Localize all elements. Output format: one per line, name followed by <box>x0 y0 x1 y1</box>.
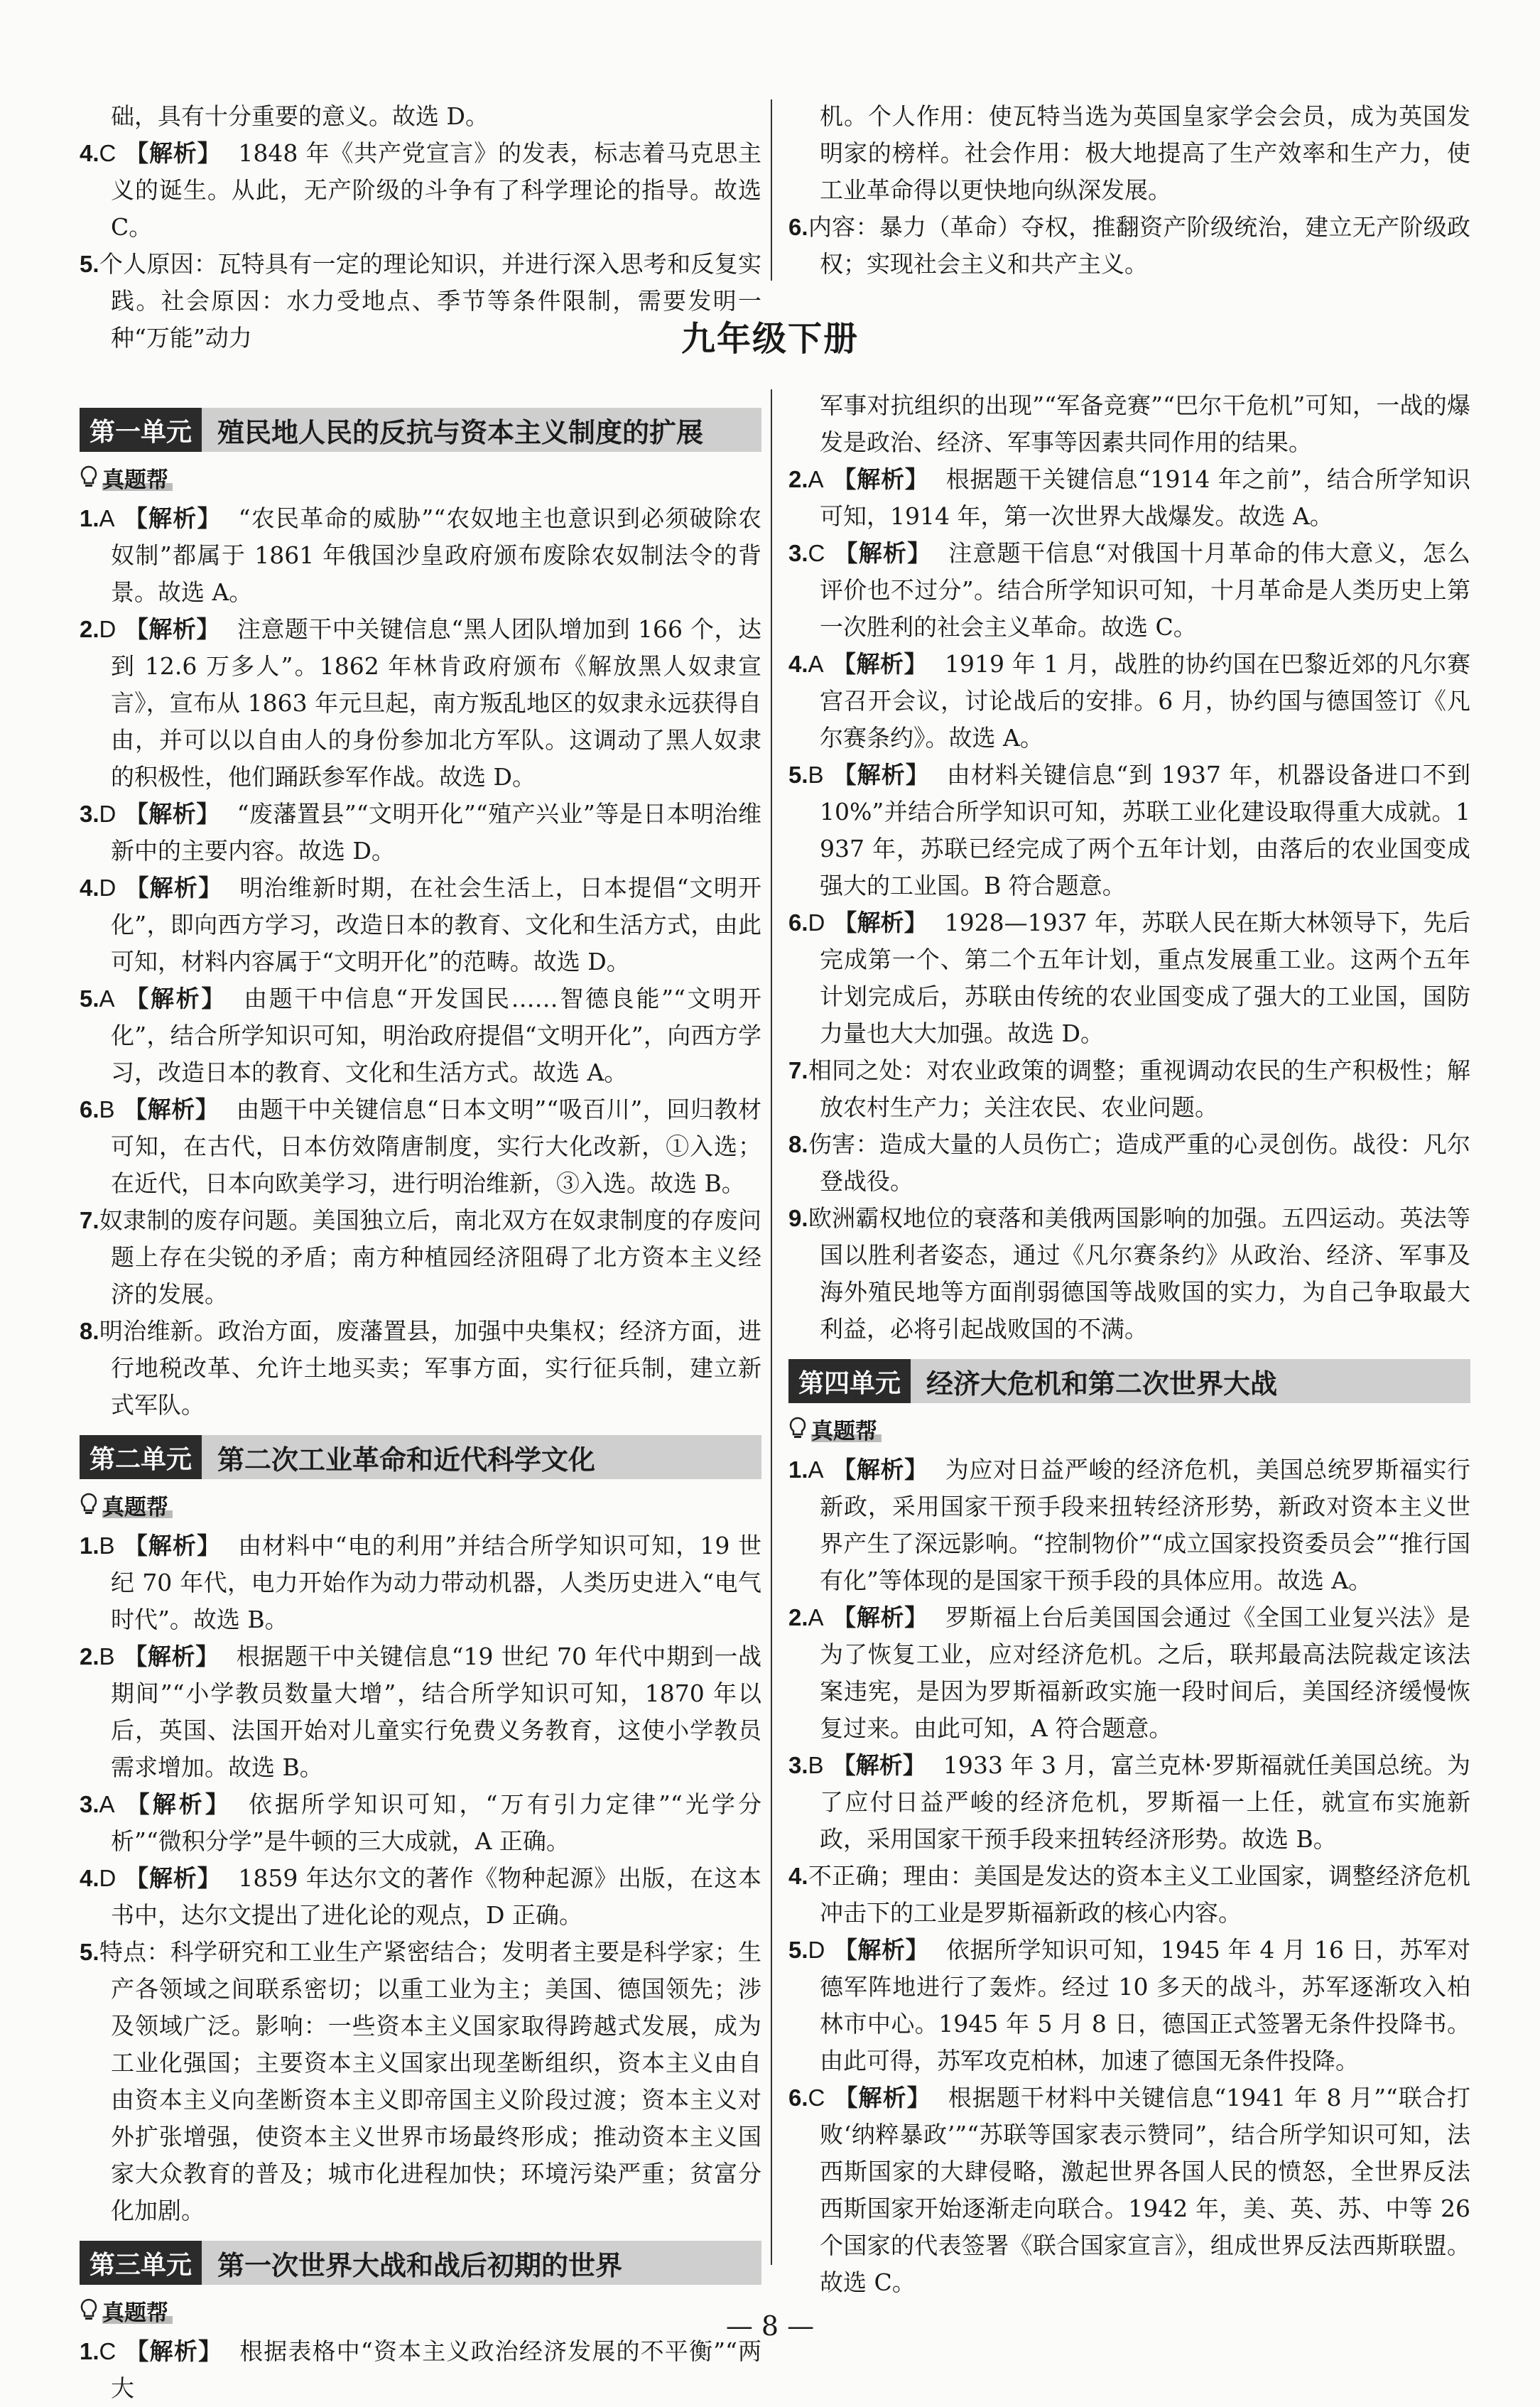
zhenti-text: 真题帮 <box>102 462 168 494</box>
answer-item <box>788 535 1470 646</box>
answer-item <box>80 1313 761 1424</box>
answer-choice: B <box>808 762 824 788</box>
unit-1-answers <box>80 500 761 1424</box>
unit-3-answers-left <box>80 2333 761 2407</box>
answer-item <box>788 757 1470 904</box>
answer-item <box>80 1527 761 1638</box>
answer-item <box>788 209 1470 283</box>
continued-text: 军事对抗组织的出现”“军备竞赛”“巴尔干危机”可知，一战的爆发是政治、经济、军事等因素共同作用的结果。 <box>820 391 1470 456</box>
main-left-column <box>80 398 761 2407</box>
lightbulb-icon <box>788 1417 807 1441</box>
answer-text: 根据题干关键信息“1914 年之前”，结合所学知识可知，1914 年，第一次世界大战爆发。故选 A。 <box>820 465 1470 530</box>
answer-choice: B <box>808 1752 824 1778</box>
answer-text: “废藩置县”“文明开化”“殖产兴业”等是日本明治维新中的主要内容。故选 D。 <box>111 800 761 865</box>
answer-item <box>788 1200 1470 1348</box>
answer-item <box>788 1599 1470 1747</box>
item-number: 2. <box>80 1643 99 1670</box>
answer-choice: D <box>808 909 825 936</box>
top-right-column <box>788 98 1470 283</box>
column-divider-top <box>771 99 772 281</box>
answer-item <box>788 1126 1470 1200</box>
analysis-tag: 【解析】 <box>123 1096 219 1123</box>
answer-item <box>80 611 761 796</box>
answer-text: 由题干中关键信息“日本文明”“吸百川”，回归教材可知，在古代，日本仿效隋唐制度，实行大化改新，①入选；在近代，日本向欧美学习，进行明治维新，③入选。故选 B。 <box>111 1096 762 1197</box>
unit-badge: 第三单元 <box>80 2241 202 2285</box>
item-number: 6. <box>788 214 808 240</box>
item-number: 2. <box>788 1604 808 1630</box>
continued-text: 机。个人作用：使瓦特当选为英国皇家学会会员，成为英国发明家的榜样。社会作用：极大地提高了生产效率和生产力，使工业革命得以更快地向纵深发展。 <box>820 102 1470 204</box>
analysis-tag: 【解析】 <box>832 465 929 493</box>
answer-text: 由材料关键信息“到 1937 年，机器设备进口不到 10%”并结合所学知识可知，苏联工业化建设取得重大成就。1937 年，苏联已经完成了两个五年计划，由落后的农业国变成强大的工业国。B 符合题意。 <box>820 761 1470 899</box>
analysis-tag: 【解析】 <box>124 2337 223 2365</box>
answer-choice: A <box>808 1604 824 1630</box>
answer-item <box>788 646 1470 757</box>
analysis-tag: 【解析】 <box>123 1643 219 1670</box>
analysis-tag: 【解析】 <box>833 2084 931 2111</box>
answer-choice: A <box>808 1456 824 1483</box>
item-number: 4. <box>788 1863 808 1889</box>
answer-item <box>80 1202 761 1313</box>
answer-text: 根据题干材料中关键信息“1941 年 8 月”“联合打败‘纳粹暴政’”“苏联等国家表示赞同”，结合所学知识可知，法西斯国家的大肆侵略，激起世界各国人民的愤怒，全世界反法西斯国家开始逐渐走向联合。1942 年，美、英、苏、中等 26 个国家的代表签署《联合国家宣言》，组成世界反法西斯联盟。故选 C。 <box>820 2084 1470 2296</box>
answer-choice: D <box>99 1865 116 1891</box>
unit-title: 第二次工业革命和近代科学文化 <box>217 1444 596 1476</box>
answer-choice: A <box>99 985 115 1012</box>
answer-item <box>80 1860 761 1934</box>
item-number: 8. <box>80 1318 99 1344</box>
item-number: 7. <box>80 1207 99 1233</box>
zhenti-label-u1 <box>80 459 761 496</box>
analysis-tag: 【解析】 <box>832 1456 928 1483</box>
answer-choice: C <box>99 2338 116 2364</box>
unit-title: 第一次世界大战和战后初期的世界 <box>217 2249 623 2281</box>
zhenti-text: 真题帮 <box>102 2295 168 2327</box>
unit-1-header <box>80 408 761 452</box>
analysis-tag: 【解析】 <box>123 504 222 532</box>
analysis-tag: 【解析】 <box>123 985 227 1012</box>
answer-item <box>788 1932 1470 2079</box>
answer-text: 明治维新。政治方面，废藩置县，加强中央集权；经济方面，进行地税改革、允许土地买卖；军事方面，实行征兵制，建立新式军队。 <box>99 1317 761 1419</box>
item-number: 8. <box>788 1131 808 1157</box>
analysis-tag: 【解析】 <box>124 615 220 643</box>
page-title: 九年级下册 <box>680 319 859 359</box>
answer-item <box>80 2333 761 2407</box>
answer-text: 1928—1937 年，苏联人民在斯大林领导下，先后完成第一个、第二个五年计划，重点发展重工业。这两个五年计划完成后，苏联由传统的农业国变成了强大的工业国，国防力量也大大加强。故选 D。 <box>820 909 1470 1047</box>
answer-choice: D <box>808 1937 825 1963</box>
answer-item <box>788 1858 1470 1932</box>
answer-text: “农民革命的威胁”“农奴地主也意识到必须破除农奴制”都属于 1861 年俄国沙皇政府颁布废除农奴制法令的背景。故选 A。 <box>111 504 761 606</box>
answer-text: 个人原因：瓦特具有一定的理论知识，并进行深入思考和反复实践。社会原因：水力受地点、季节等条件限制，需要发明一种“万能”动力 <box>99 250 761 352</box>
page-number: — 8 — <box>725 2310 815 2342</box>
answer-choice: C <box>808 540 825 566</box>
analysis-tag: 【解析】 <box>833 909 928 936</box>
answer-text: 罗斯福上台后美国国会通过《全国工业复兴法》是为了恢复工业，应对经济危机。之后，联邦最高法院裁定该法案违宪，是因为罗斯福新政实施一段时间后，美国经济缓慢恢复过来。由此可知，A 符合题意。 <box>820 1603 1471 1742</box>
answer-text: 不正确；理由：美国是发达的资本主义工业国家，调整经济危机冲击下的工业是罗斯福新政的核心内容。 <box>808 1862 1470 1927</box>
unit-title: 殖民地人民的反抗与资本主义制度的扩展 <box>217 416 704 448</box>
item-number: 3. <box>80 801 99 827</box>
main-right-column <box>788 387 1470 2301</box>
answer-choice: B <box>99 1643 115 1670</box>
answer-text: 1933 年 3 月，富兰克林·罗斯福就任美国总统。为了应付日益严峻的经济危机，罗斯福一上任，就宣布实施新政，采用国家干预手段来扭转经济形势。故选 B。 <box>820 1751 1471 1853</box>
item-number: 1. <box>80 505 99 531</box>
analysis-tag: 【解析】 <box>123 1532 222 1559</box>
analysis-tag: 【解析】 <box>833 1936 930 1964</box>
answer-text: 根据表格中“资本主义政治经济发展的不平衡”“两大 <box>111 2337 761 2402</box>
answer-text: 明治维新时期，在社会生活上，日本提倡“文明开化”，即向西方学习，改造日本的教育、文化和生活方式，由此可知，材料内容属于“文明开化”的范畴。故选 D。 <box>111 874 762 975</box>
lightbulb-icon <box>80 1493 98 1517</box>
zhenti-label-u4 <box>788 1410 1470 1447</box>
answer-item <box>80 1786 761 1860</box>
answer-item <box>788 1747 1470 1858</box>
item-number: 3. <box>788 1752 808 1778</box>
answer-choice: C <box>808 2084 825 2111</box>
answer-text: 1859 年达尔文的著作《物种起源》出版，在这本书中，达尔文提出了进化论的观点，D 正确。 <box>111 1864 762 1929</box>
unit-title: 经济大危机和第二次世界大战 <box>926 1368 1278 1400</box>
answer-choice: A <box>99 1791 115 1817</box>
item-number: 4. <box>80 1865 99 1891</box>
answer-text: 注意题干中关键信息“黑人团队增加到 166 个，达到 12.6 万多人”。1862 年林肯政府颁布《解放黑人奴隶宣言》，宣布从 1863 年元旦起，南方叛乱地区的奴隶永远获得自由，并可以以自由人的身份参加北方军队。这调动了黑人奴隶的积极性，他们踊跃参军作战。故选 D。 <box>111 615 762 791</box>
analysis-tag: 【解析】 <box>124 800 220 828</box>
answer-text: 内容：暴力（革命）夺权，推翻资产阶级统治，建立无产阶级政权；实现社会主义和共产主义。 <box>808 213 1470 278</box>
item-number: 6. <box>788 2084 808 2111</box>
unit-3-header <box>80 2241 761 2285</box>
answer-item <box>80 870 761 980</box>
answer-item <box>80 135 761 246</box>
answer-choice: B <box>99 1532 115 1559</box>
item-number: 5. <box>80 985 99 1012</box>
zhenti-label-u2 <box>80 1486 761 1523</box>
answer-text: 由材料中“电的利用”并结合所学知识可知，19 世纪 70 年代，电力开始作为动力带动机器，人类历史进入“电气时代”。故选 B。 <box>111 1532 761 1633</box>
analysis-tag: 【解析】 <box>832 761 930 789</box>
item-number: 6. <box>80 1096 99 1123</box>
answer-choice: C <box>99 140 116 166</box>
item-number: 2. <box>788 466 808 492</box>
unit-4-answers <box>788 1451 1470 2301</box>
column-divider-main <box>771 389 772 2265</box>
zhenti-text: 真题帮 <box>102 1489 168 1521</box>
item-number: 1. <box>80 2338 99 2364</box>
answer-item <box>80 1934 761 2229</box>
item-number: 1. <box>80 1532 99 1559</box>
item-number: 1. <box>788 1456 808 1483</box>
answer-text: 1919 年 1 月，战胜的协约国在巴黎近郊的凡尔赛宫召开会议，讨论战后的安排。6 月，协约国与德国签订《凡尔赛条约》。故选 A。 <box>820 650 1471 752</box>
answer-choice: A <box>808 651 824 677</box>
item-number: 5. <box>80 251 99 277</box>
analysis-tag: 【解析】 <box>124 139 222 167</box>
answer-item <box>788 2079 1470 2301</box>
unit-badge: 第一单元 <box>80 408 202 452</box>
answer-text: 由题干中信息“开发国民……智德良能”“文明开化”，结合所学知识可知，明治政府提倡“文明开化”，向西方学习，改造日本的教育、文化和生活方式。故选 A。 <box>111 985 761 1086</box>
answer-choice: D <box>99 616 116 642</box>
answer-text: 依据所学知识可知，“万有引力定律”“光学分析”“微积分学”是牛顿的三大成就，A 正确。 <box>111 1790 761 1855</box>
analysis-tag: 【解析】 <box>832 1751 926 1779</box>
answer-item <box>788 1052 1470 1126</box>
answer-text: 欧洲霸权地位的衰落和美俄两国影响的加强。五四运动。英法等国以胜利者姿态，通过《凡尔赛条约》从政治、经济、军事及海外殖民地等方面削弱德国等战败国的实力，为自己争取最大利益，必将引起战败国的不满。 <box>808 1204 1470 1343</box>
answer-text: 为应对日益严峻的经济危机，美国总统罗斯福实行新政，采用国家干预手段来扭转经济形势，新政对资本主义世界产生了深远影响。“控制物价”“成立国家投资委员会”“推行国有化”等体现的是国家干预手段的具体应用。故选 A。 <box>820 1456 1471 1594</box>
zhenti-text: 真题帮 <box>811 1413 877 1445</box>
unit-2-header <box>80 1435 761 1479</box>
item-number: 4. <box>788 651 808 677</box>
answer-item <box>788 1451 1470 1599</box>
answer-choice: A <box>99 505 115 531</box>
answer-item <box>788 904 1470 1052</box>
answer-text: 特点：科学研究和工业生产紧密结合；发明者主要是科学家；生产各领域之间联系密切；以重工业为主；美国、德国领先；涉及领域广泛。影响：一些资本主义国家取得跨越式发展，成为工业化强国；主要资本主义国家出现垄断组织，资本主义由自由资本主义向垄断资本主义即帝国主义阶段过渡；资本主义对外扩张增强，使资本主义世界市场最终形成；推动资本主义国家大众教育的普及；城市化进程加快；环境污染严重；贫富分化加剧。 <box>99 1938 761 2224</box>
lightbulb-icon <box>80 465 98 489</box>
unit-3-answers-right <box>788 461 1470 1348</box>
analysis-tag: 【解析】 <box>832 1603 928 1631</box>
unit-4-header <box>788 1359 1470 1403</box>
item-number: 4. <box>80 140 99 166</box>
item-number: 6. <box>788 909 808 936</box>
answer-text: 1848 年《共产党宣言》的发表，标志着马克思主义的诞生。从此，无产阶级的斗争有了科学理论的指导。故选 C。 <box>111 139 762 241</box>
answer-item <box>80 980 761 1091</box>
answer-item <box>80 1638 761 1786</box>
analysis-tag: 【解析】 <box>123 1790 232 1818</box>
answer-item <box>80 796 761 870</box>
answer-text: 奴隶制的废存问题。美国独立后，南北双方在奴隶制度的存废问题上存在尖锐的矛盾；南方种植园经济阻碍了北方资本主义经济的发展。 <box>99 1206 761 1308</box>
continued-text: 础，具有十分重要的意义。故选 D。 <box>111 102 489 130</box>
unit-badge: 第四单元 <box>788 1359 911 1403</box>
item-number: 7. <box>788 1057 808 1083</box>
item-number: 5. <box>80 1939 99 1965</box>
unit-badge: 第二单元 <box>80 1435 202 1479</box>
answer-choice: D <box>99 801 116 827</box>
answer-choice: B <box>99 1096 115 1123</box>
unit-2-answers <box>80 1527 761 2229</box>
answer-item <box>788 461 1470 535</box>
answer-text: 相同之处：对农业政策的调整；重视调动农民的生产积极性；解放农村生产力；关注农民、农业问题。 <box>808 1056 1470 1121</box>
answer-choice: D <box>99 875 116 901</box>
answer-text: 伤害：造成大量的人员伤亡；造成严重的心灵创伤。战役：凡尔登战役。 <box>808 1130 1470 1195</box>
answer-item <box>80 1091 761 1202</box>
answer-item <box>80 500 761 611</box>
analysis-tag: 【解析】 <box>124 874 223 902</box>
item-number: 5. <box>788 1937 808 1963</box>
item-number: 2. <box>80 616 99 642</box>
answer-text: 根据题干中关键信息“19 世纪 70 年代中期到一战期间”“小学教员数量大增”，结合所学知识可知，1870 年以后，英国、法国开始对儿童实行免费义务教育，这使小学教员需求增加。故选 B。 <box>111 1643 762 1781</box>
analysis-tag: 【解析】 <box>833 539 932 567</box>
answer-choice: A <box>808 466 824 492</box>
analysis-tag: 【解析】 <box>124 1864 222 1892</box>
answer-text: 依据所学知识可知，1945 年 4 月 16 日，苏军对德军阵地进行了轰炸。经过 10 多天的战斗，苏军逐渐攻入柏林市中心。1945 年 5 月 8 日，德国正式签署无条件投降书。由此可得，苏军攻克柏林，加速了德国无条件投降。 <box>820 1936 1470 2075</box>
analysis-tag: 【解析】 <box>832 650 928 678</box>
item-number: 9. <box>788 1205 808 1231</box>
item-number: 4. <box>80 875 99 901</box>
item-number: 5. <box>788 762 808 788</box>
item-number: 3. <box>788 540 808 566</box>
answer-text: 注意题干信息“对俄国十月革命的伟大意义，怎么评价也不过分”。结合所学知识可知，十月革命是人类历史上第一次胜利的社会主义革命。故选 C。 <box>820 539 1471 641</box>
item-number: 3. <box>80 1791 99 1817</box>
